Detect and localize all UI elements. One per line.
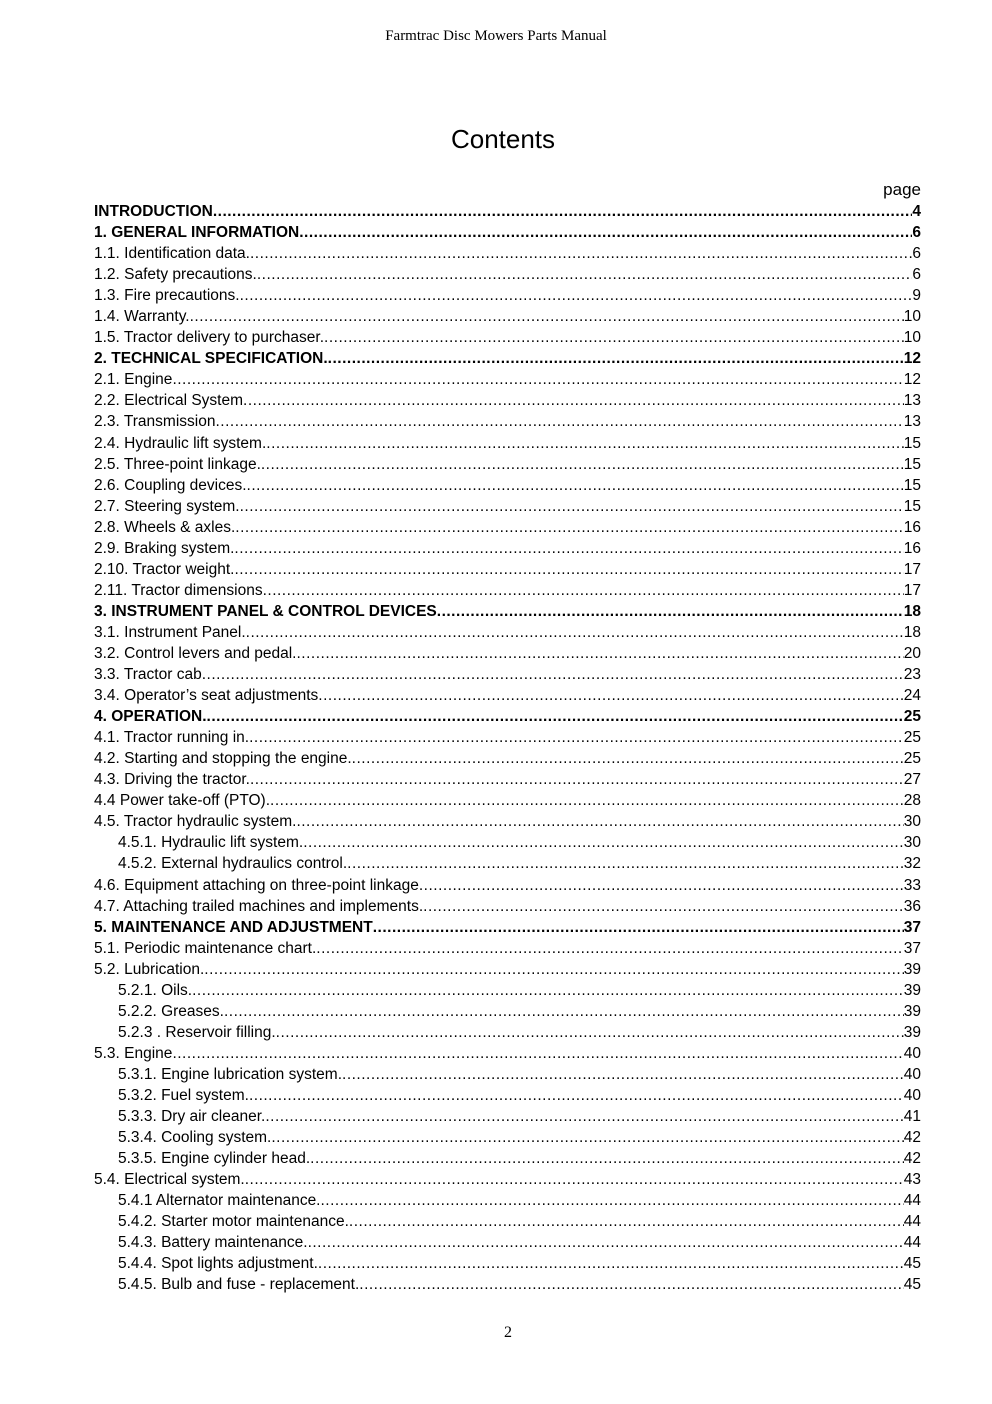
toc-entry-page: 15 <box>903 455 921 473</box>
toc-entry-page: 37 <box>903 939 921 957</box>
toc-entry-title: 3.4. Operator’s seat adjustments <box>94 687 319 705</box>
toc-entry[interactable] <box>94 601 921 622</box>
toc-entry[interactable] <box>94 1274 921 1295</box>
toc-entry[interactable] <box>94 580 921 601</box>
toc-entry[interactable] <box>94 517 921 538</box>
toc-entry-title: 5.4.2. Starter motor maintenance. <box>118 1213 349 1231</box>
toc-entry-page: 25 <box>903 708 921 726</box>
toc-entry-page: 10 <box>903 329 921 347</box>
toc-entry-page: 37 <box>903 918 921 936</box>
toc-dot-leader <box>240 496 904 517</box>
toc-entry[interactable] <box>94 1127 921 1148</box>
toc-entry[interactable] <box>94 1001 921 1022</box>
toc-entry-title: 4.4 Power take-off (PTO). <box>94 792 271 810</box>
toc-entry[interactable] <box>94 496 921 517</box>
toc-entry-page: 39 <box>903 1023 921 1041</box>
toc-entry-page: 12 <box>903 371 921 389</box>
toc-entry[interactable] <box>94 622 921 643</box>
toc-entry[interactable] <box>94 1085 921 1106</box>
toc-dot-leader <box>310 1148 904 1169</box>
toc-entry-page: 15 <box>903 497 921 515</box>
toc-dot-leader <box>202 664 904 685</box>
toc-entry[interactable] <box>94 790 921 811</box>
toc-dot-leader <box>347 853 904 874</box>
toc-entry-title: 2. TECHNICAL SPECIFICATION. <box>94 350 328 368</box>
toc-entry[interactable] <box>94 643 921 664</box>
toc-entry[interactable] <box>94 875 921 896</box>
toc-dot-leader <box>423 896 904 917</box>
toc-entry-title: 5.4.3. Battery maintenance. <box>118 1234 308 1252</box>
toc-entry[interactable] <box>94 1043 921 1064</box>
toc-entry[interactable] <box>94 243 921 264</box>
toc-entry-page: 32 <box>903 855 921 873</box>
toc-entry-page: 15 <box>903 476 921 494</box>
toc-entry-title: 1.5. Tractor delivery to purchaser. <box>94 329 325 347</box>
toc-entry[interactable] <box>94 454 921 475</box>
toc-entry[interactable] <box>94 538 921 559</box>
toc-entry[interactable] <box>94 959 921 980</box>
toc-entry[interactable] <box>94 306 921 327</box>
page-title: Contents <box>450 124 556 154</box>
toc-dot-leader <box>296 643 903 664</box>
toc-dot-leader <box>250 243 912 264</box>
toc-entry[interactable] <box>94 222 921 243</box>
toc-entry-title: 2.8. Wheels & axles. <box>94 518 236 536</box>
toc-entry-title: 5.4.5. Bulb and fuse - replacement. <box>118 1276 360 1294</box>
toc-entry[interactable] <box>94 1253 921 1274</box>
toc-entry-page: 39 <box>903 1002 921 1020</box>
toc-entry-page: 23 <box>903 666 921 684</box>
toc-entry-title: 1.1. Identification data. <box>94 245 250 263</box>
toc-entry[interactable] <box>94 1190 921 1211</box>
toc-dot-leader <box>235 517 903 538</box>
toc-dot-leader <box>213 201 913 222</box>
toc-entry-page: 6 <box>912 245 921 263</box>
toc-entry-title: 5.4.4. Spot lights adjustment. <box>118 1255 318 1273</box>
toc-dot-leader <box>316 938 903 959</box>
toc-dot-leader <box>349 1211 904 1232</box>
toc-entry-page: 13 <box>903 392 921 410</box>
toc-entry-title: 5.4.1 Alternator maintenance. <box>118 1192 321 1210</box>
toc-entry-page: 6 <box>912 266 921 284</box>
toc-entry-page: 30 <box>903 834 921 852</box>
toc-entry-page: 42 <box>903 1150 921 1168</box>
toc-entry-page: 17 <box>903 581 921 599</box>
toc-dot-leader <box>249 727 904 748</box>
toc-dot-leader <box>192 980 904 1001</box>
toc-entry[interactable] <box>94 327 921 348</box>
toc-entry[interactable] <box>94 348 921 369</box>
toc-entry-title: 1. GENERAL INFORMATION <box>94 224 300 242</box>
toc-entry-page: 18 <box>903 623 921 641</box>
toc-dot-leader <box>328 348 904 369</box>
toc-entry-title: 5.3.4. Cooling system. <box>118 1129 272 1147</box>
toc-dot-leader <box>359 1274 903 1295</box>
toc-entry-title: 2.6. Coupling devices. <box>94 476 247 494</box>
toc-entry-page: 44 <box>903 1234 921 1252</box>
toc-dot-leader <box>224 1001 904 1022</box>
toc-entry-page: 4 <box>912 203 921 220</box>
toc-dot-leader <box>172 1043 903 1064</box>
toc-entry-title: 5.3.2. Fuel system. <box>118 1086 249 1104</box>
toc-entry[interactable] <box>94 896 921 917</box>
toc-entry-page: 44 <box>903 1213 921 1231</box>
toc-dot-leader <box>204 959 903 980</box>
toc-entry-page: 15 <box>903 434 921 452</box>
toc-entry-page: 17 <box>903 560 921 578</box>
toc-entry-page: 40 <box>903 1065 921 1083</box>
toc-dot-leader <box>303 832 904 853</box>
toc-entry[interactable] <box>94 769 921 790</box>
toc-dot-leader <box>296 811 903 832</box>
toc-entry-page: 25 <box>903 729 921 747</box>
toc-entry-title: 2.1. Engine <box>94 371 173 389</box>
toc-entry[interactable] <box>94 1106 921 1127</box>
toc-dot-leader <box>247 475 904 496</box>
toc-entry-title: 2.10. Tractor weight. <box>94 560 235 578</box>
toc-entry-page: 43 <box>903 1171 921 1189</box>
toc-entry-title: 4.5. Tractor hydraulic system. <box>94 813 297 831</box>
toc-entry-page: 42 <box>903 1129 921 1147</box>
toc-entry[interactable] <box>94 1232 921 1253</box>
toc-entry-title: 4.3. Driving the tractor. <box>94 771 250 789</box>
toc-entry-title: 5.2.2. Greases. <box>118 1002 224 1020</box>
toc-entry-title: 2.2. Electrical System <box>94 392 244 410</box>
toc-dot-leader <box>308 1232 904 1253</box>
toc-entry-page: 40 <box>903 1086 921 1104</box>
toc-entry-title: 4.7. Attaching trailed machines and implements. <box>94 897 424 915</box>
toc-entry-title: 3.2. Control levers and pedal. <box>94 644 297 662</box>
toc-entry[interactable] <box>94 832 921 853</box>
toc-entry-title: 4.5.2. External hydraulics control. <box>118 855 348 873</box>
toc-entry[interactable] <box>94 811 921 832</box>
toc-entry-title: 5.1. Periodic maintenance chart. <box>94 939 317 957</box>
toc-entry[interactable] <box>94 1169 921 1190</box>
toc-entry[interactable] <box>94 369 921 390</box>
toc-entry-title: 5.3. Engine <box>94 1044 173 1062</box>
toc-entry-title: 4.6. Equipment attaching on three-point linkage <box>94 876 419 894</box>
toc-entry-title: 5.2. Lubrication. <box>94 960 205 978</box>
toc-entry-page: 18 <box>903 602 921 620</box>
toc-entry-page: 45 <box>903 1255 921 1273</box>
toc-entry-page: 36 <box>903 897 921 915</box>
toc-entry-title: 5.4. Electrical system. <box>94 1171 245 1189</box>
toc-entry-title: 5.3.5. Engine cylinder head. <box>118 1150 311 1168</box>
toc-dot-leader <box>276 1022 904 1043</box>
toc-dot-leader <box>215 411 903 432</box>
toc-dot-leader <box>318 685 903 706</box>
toc-dot-leader <box>352 748 904 769</box>
toc-dot-leader <box>270 790 904 811</box>
toc-entry-page: 45 <box>903 1276 921 1294</box>
toc-entry-page: 30 <box>903 813 921 831</box>
toc-entry[interactable] <box>94 853 921 874</box>
toc-dot-leader <box>342 1064 904 1085</box>
toc-entry[interactable] <box>94 390 921 411</box>
toc-dot-leader <box>271 1127 903 1148</box>
toc-dot-leader <box>265 1106 903 1127</box>
toc-entry-title: 2.7. Steering system. <box>94 497 240 515</box>
toc-dot-leader <box>263 580 904 601</box>
toc-dot-leader <box>172 369 903 390</box>
toc-entry-page: 39 <box>903 981 921 999</box>
toc-entry-title: 3.3. Tractor cab <box>94 666 202 684</box>
toc-entry[interactable] <box>94 411 921 432</box>
toc-dot-leader <box>419 875 904 896</box>
toc-entry[interactable] <box>94 264 921 285</box>
toc-entry-title: 5.3.3. Dry air cleaner. <box>118 1108 266 1126</box>
toc-entry-title: 2.4. Hydraulic lift system. <box>94 434 267 452</box>
toc-entry[interactable] <box>94 285 921 306</box>
toc-entry[interactable] <box>94 938 921 959</box>
toc-entry-page: 12 <box>903 350 921 368</box>
toc-dot-leader <box>240 285 913 306</box>
toc-entry-title: 1.4. Warranty. <box>94 308 190 326</box>
toc-dot-leader <box>245 1169 904 1190</box>
toc-entry-page: 16 <box>903 518 921 536</box>
toc-entry-page: 39 <box>903 960 921 978</box>
toc-entry[interactable] <box>94 917 921 938</box>
toc-entry[interactable] <box>94 559 921 580</box>
toc-entry[interactable] <box>94 201 921 222</box>
toc-dot-leader <box>266 433 903 454</box>
toc-entry-title: 4.1. Tractor running in. <box>94 729 250 747</box>
toc-dot-leader <box>250 769 904 790</box>
toc-dot-leader <box>234 538 903 559</box>
toc-entry-title: INTRODUCTION <box>94 203 213 220</box>
toc-entry-page: 28 <box>903 792 921 810</box>
toc-dot-leader <box>190 306 904 327</box>
toc-entry[interactable] <box>94 433 921 454</box>
toc-entry-title: 2.11. Tractor dimensions <box>94 581 263 599</box>
toc-entry-title: 5.2.3 . Reservoir filling. <box>118 1023 276 1041</box>
footer-page-number: 2 <box>504 1324 512 1341</box>
page-column-label: page <box>883 180 921 199</box>
toc-dot-leader <box>257 264 913 285</box>
toc-entry[interactable] <box>94 664 921 685</box>
toc-entry-page: 16 <box>903 539 921 557</box>
toc-entry[interactable] <box>94 1148 921 1169</box>
toc-entry-page: 24 <box>903 687 921 705</box>
toc-entry-title: 1.3. Fire precautions. <box>94 287 240 305</box>
toc-dot-leader <box>324 327 904 348</box>
toc-entry[interactable] <box>94 706 921 727</box>
toc-entry[interactable] <box>94 727 921 748</box>
toc-dot-leader <box>437 601 904 622</box>
toc-entry-title: 2.9. Braking system. <box>94 539 235 557</box>
toc-entry-page: 27 <box>903 771 921 789</box>
toc-dot-leader <box>318 1253 904 1274</box>
toc-entry-title: 4.5.1. Hydraulic lift system. <box>118 834 304 852</box>
toc-dot-leader <box>243 390 904 411</box>
toc-dot-leader <box>261 454 904 475</box>
toc-entry-page: 13 <box>903 413 921 431</box>
toc-entry-title: 5. MAINTENANCE AND ADJUSTMENT <box>94 918 373 936</box>
toc-entry-page: 9 <box>912 287 921 305</box>
toc-entry[interactable] <box>94 475 921 496</box>
toc-entry[interactable] <box>94 685 921 706</box>
toc-dot-leader <box>246 622 904 643</box>
toc-entry-title: 2.5. Three-point linkage. <box>94 455 261 473</box>
toc-entry-title: 1.2. Safety precautions. <box>94 266 257 284</box>
toc-entry-page: 44 <box>903 1192 921 1210</box>
toc-dot-leader <box>299 222 912 243</box>
toc-entry-title: 5.3.1. Engine lubrication system. <box>118 1065 343 1083</box>
running-header: Farmtrac Disc Mowers Parts Manual <box>385 28 607 44</box>
toc-entry-page: 40 <box>903 1044 921 1062</box>
toc-entry-page: 33 <box>903 876 921 894</box>
table-of-contents <box>94 201 921 1295</box>
toc-entry[interactable] <box>94 1211 921 1232</box>
toc-entry-page: 10 <box>903 308 921 326</box>
toc-dot-leader <box>234 559 903 580</box>
toc-entry[interactable] <box>94 748 921 769</box>
toc-entry[interactable] <box>94 1022 921 1043</box>
toc-entry[interactable] <box>94 1064 921 1085</box>
toc-entry-page: 41 <box>903 1108 921 1126</box>
toc-dot-leader <box>249 1085 904 1106</box>
toc-dot-leader <box>373 917 904 938</box>
toc-entry-title: 3.1. Instrument Panel. <box>94 623 246 641</box>
toc-entry-title: 4. OPERATION. <box>94 708 207 726</box>
toc-entry[interactable] <box>94 980 921 1001</box>
toc-entry-page: 6 <box>912 224 921 242</box>
toc-entry-title: 2.3. Transmission <box>94 413 216 431</box>
toc-entry-title: 4.2. Starting and stopping the engine. <box>94 750 352 768</box>
toc-entry-title: 3. INSTRUMENT PANEL & CONTROL DEVICES <box>94 602 437 620</box>
toc-dot-leader <box>207 706 904 727</box>
toc-entry-page: 25 <box>903 750 921 768</box>
toc-entry-page: 20 <box>903 644 921 662</box>
toc-entry-title: 5.2.1. Oils. <box>118 981 193 999</box>
toc-dot-leader <box>321 1190 904 1211</box>
